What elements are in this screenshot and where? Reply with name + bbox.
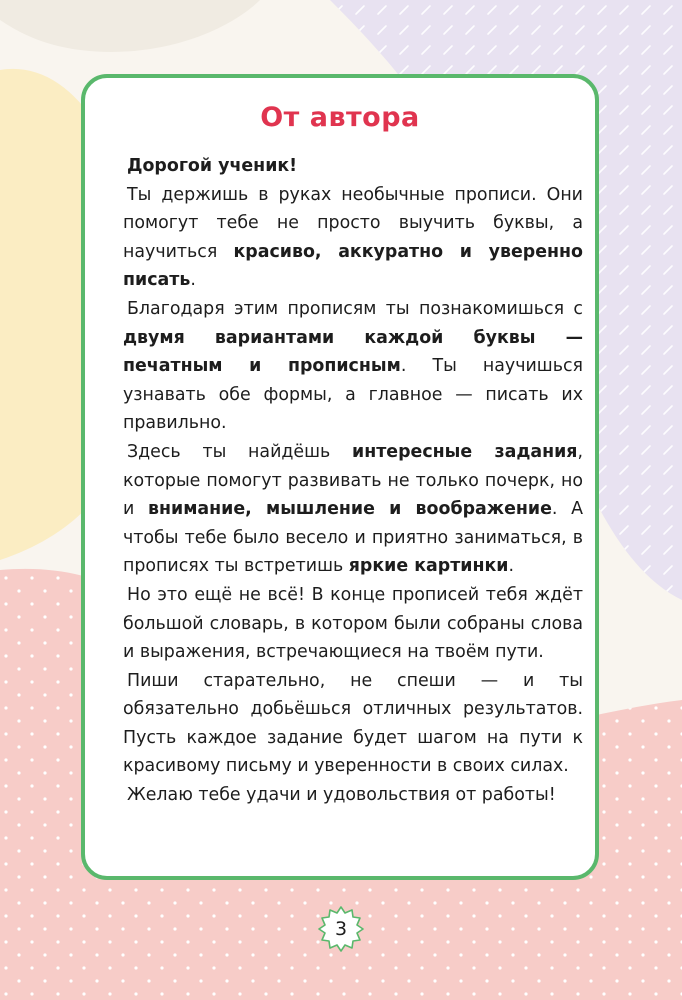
page-number: 3 bbox=[334, 918, 348, 940]
paragraph-0: Дорогой ученик! bbox=[127, 156, 298, 176]
page-title: От автора bbox=[260, 102, 420, 133]
author-note-card bbox=[81, 74, 599, 880]
paragraph-5: Пиши старательно, не спеши — и ты обязательно добьёшься отличных результатов. Пусть каждое задание будет шагом на пути к красивому письму и уверенности в своих силах. bbox=[123, 670, 583, 777]
paragraph-6: Желаю тебе удачи и удовольствия от работы! bbox=[127, 785, 556, 806]
body-text bbox=[123, 152, 583, 810]
paragraph-2: Благодаря этим прописям ты познакомишься с двумя вариантами каждой буквы — печатным и прописным. Ты научишься узнавать обе формы, а главное — писать их правильно. bbox=[123, 298, 583, 434]
paragraph-3: Здесь ты найдёшь интересные задания, которые помогут развивать не только почерк, но и внимание, мышление и воображение. А чтобы тебе было весело и приятно заниматься, в прописях ты встретишь яркие картинки. bbox=[123, 441, 583, 577]
paragraph-4: Но это ещё не всё! В конце прописей тебя ждёт большой словарь, в котором были собраны слова и выражения, встречающиеся на твоём пути. bbox=[123, 584, 583, 663]
paragraph-1: Ты держишь в руках необычные прописи. Они помогут тебе не просто выучить буквы, а научиться красиво, аккуратно и уверенно писать. bbox=[123, 184, 584, 291]
